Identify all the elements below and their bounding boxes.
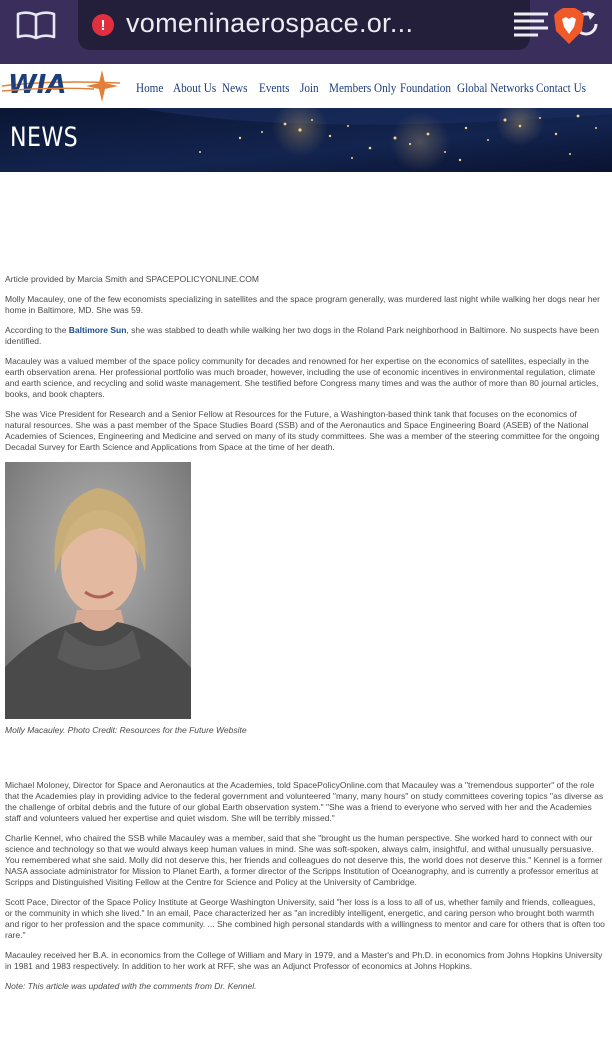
update-note: Note: This article was updated with the comments from Dr. Kennel. [5, 981, 257, 991]
star-icon [86, 70, 118, 102]
browser-toolbar [0, 0, 612, 64]
news-banner [0, 108, 612, 172]
article-paragraph: Macauley received her B.A. in economics from the College of William and Mary in 1979, and a Master's and Ph.D. in economics from Johns Hopkins University in 1981 and 1983 respectively. In addition to her work at RFF, she was an Adjunct Professor of economics at Johns Hopkins. [5, 950, 603, 971]
portrait-image [5, 462, 191, 719]
reader-mode-button[interactable] [12, 8, 60, 42]
book-icon [15, 9, 57, 41]
nav-contact-us[interactable]: Contact Us [536, 80, 587, 95]
main-nav [136, 80, 593, 96]
nav-join[interactable]: Join [300, 80, 319, 95]
site-header [0, 64, 612, 108]
article-paragraph: Michael Moloney, Director for Space and Aeronautics at the Academies, told SpacePolicyOnline.com that Macauley was a "tremendous supporter" of the role that the Academies play in providing advice to the federal government and volunteered "many, many hours" on study committees covering topics "as diverse as the challenge of orbital debris and the future of our global Earth observation system." "She was a friend to everyone who served with her and the Academies staff and volunteers valued her expertise and quiet wisdom. She will be terribly missed." [5, 780, 604, 823]
text-span: , she was stabbed to death while walking her two dogs in the Roland Park neighborhood in Baltimore. No suspects have been identified. [5, 325, 599, 346]
banner-earth-lights [0, 108, 612, 172]
page-title: NEWS [10, 122, 79, 153]
warning-icon[interactable]: ! [92, 14, 114, 36]
nav-global-networks[interactable]: Global Networks [457, 80, 534, 95]
nav-foundation[interactable]: Foundation [400, 80, 451, 95]
text-span: According to the [5, 325, 69, 335]
baltimore-sun-link[interactable]: Baltimore Sun [68, 325, 127, 335]
nav-events[interactable]: Events [259, 80, 290, 95]
svg-text:WIA: WIA [8, 70, 67, 100]
nav-members-only[interactable]: Members Only [329, 80, 397, 95]
nav-news[interactable]: News [222, 80, 248, 95]
article-body [5, 274, 605, 1001]
address-bar[interactable] [78, 0, 530, 50]
url-text[interactable]: vomeninaerospace.or... [126, 8, 414, 38]
wia-logo[interactable] [2, 66, 120, 106]
brave-lion-icon [552, 7, 586, 45]
article-paragraph [5, 325, 605, 347]
article-paragraph: Macauley was a valued member of the space policy community for decades and renowned for her expertise on the economics of satellites, especially in the earth observation arena. Her professional portfolio was much broader, however, including the use of economic incentives in environmental regulation, climate and earth science, and recycling and solid waste management. She testified before Congress many times and was the author of more than 80 journal articles, books, and book chapters. [5, 356, 599, 399]
nav-home[interactable]: Home [136, 80, 164, 95]
article-paragraph: Molly Macauley, one of the few economists specializing in satellites and the space program generally, was murdered last night while walking her dogs near her home in Baltimore, MD. She was 59. [5, 294, 600, 315]
article-paragraph: She was Vice President for Research and a Senior Fellow at Resources for the Future, a Washington-based think tank that focuses on the economics of natural resources. She was a past member of the Space Studies Board (SSB) and of the Aeronautics and Space Engineering Board (ASEB) of the National Academies of Sciences, Engineering and Medicine and served on many of its study committees. She was a member of the steering committee for the ongoing Decadal Survey for Earth Science and Applications from Space at the time of her death. [5, 409, 600, 452]
article-attribution: Article provided by Marcia Smith and SPACEPOLICYONLINE.COM [5, 274, 259, 284]
article-paragraph: Scott Pace, Director of the Space Policy Institute at George Washington University, said "her loss is a loss to all of us, whether family and friends, colleagues, or the community in which she lived." In an email, Pace characterized her as "an incredibly intelligent, energetic, and caring person who brought both warmth and rigor to her profession and the space community. ... She combined high personal standards with a willingness to mentor and care for others that is often too rare." [5, 897, 605, 940]
brave-shields-button[interactable] [548, 6, 590, 46]
portrait-photo [5, 462, 191, 719]
menu-icon[interactable] [512, 11, 550, 39]
photo-caption: Molly Macauley. Photo Credit: Resources for the Future Website [5, 725, 247, 735]
article-paragraph: Charlie Kennel, who chaired the SSB while Macauley was a member, said that she "brought us the human perspective. She worked hard to connect with our science and technology so that we would always keep human values in mind. She was soft-spoken, always calm, insightful, and withal unusually persuasive. You remembered what she said. Molly did not deserve this, her friends and colleagues do not deserve this, the world does not deserve this." Kennel is a former NASA associate administrator for Mission to Planet Earth, a former director of the Scripps Institution of Oceanography, and is currently a professor emeritus at Scripps and Distinguished Visiting Fellow at the Centre for Science and Policy at the University of Cambridge. [5, 833, 603, 887]
nav-about-us[interactable]: About Us [173, 80, 217, 95]
